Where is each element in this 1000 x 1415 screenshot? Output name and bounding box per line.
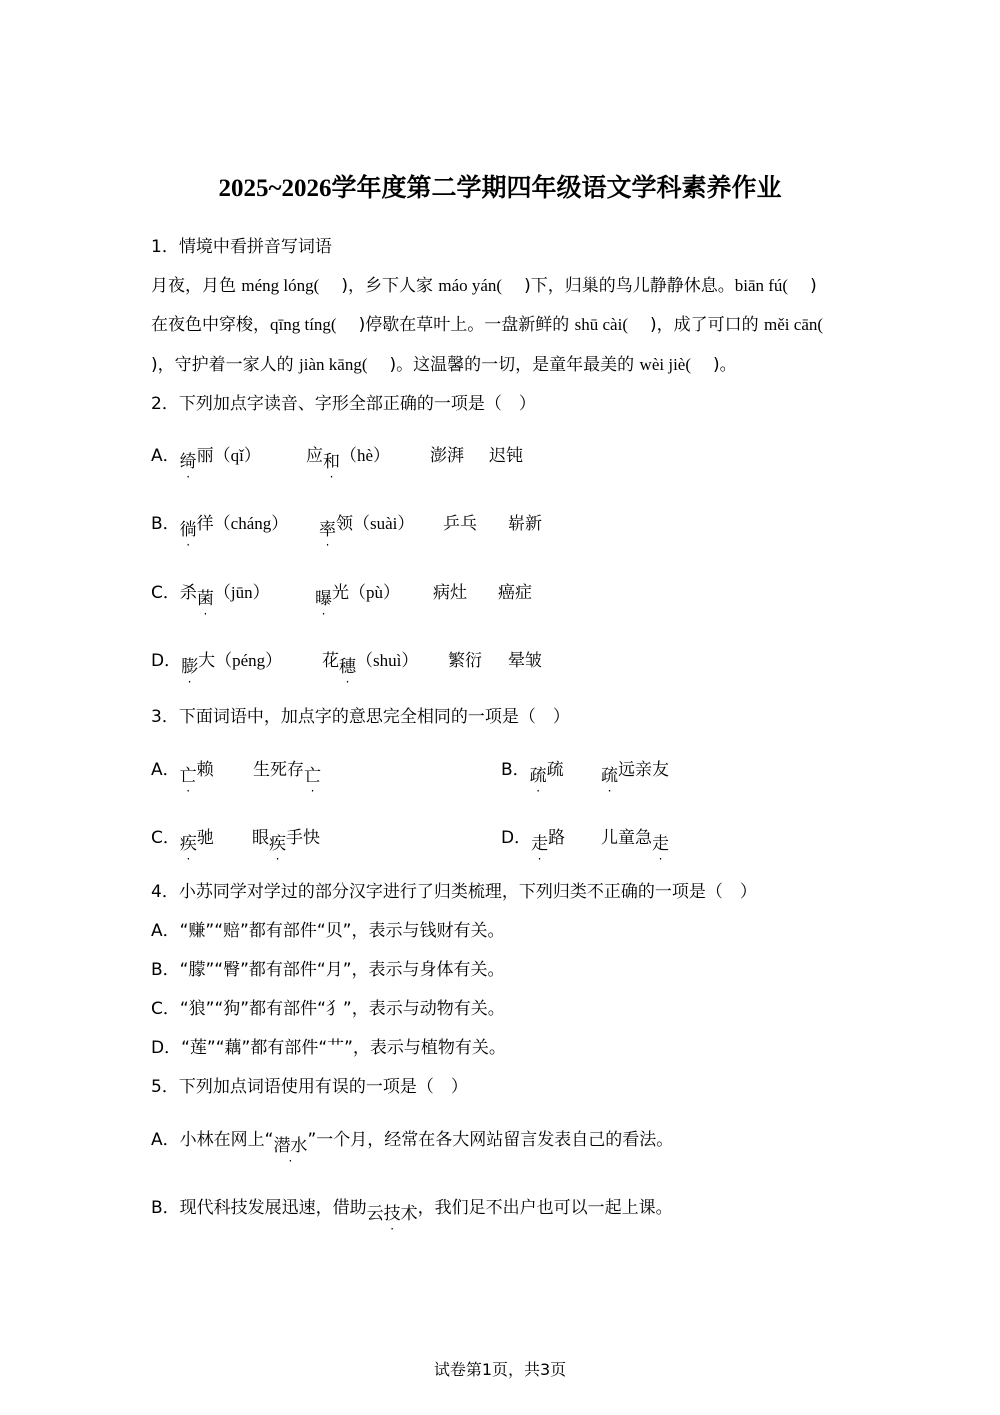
q2-option-c-word3: 病灶 xyxy=(433,583,467,603)
q1-line-1: 月夜，月色 méng lóng( )，乡下人家 máo yán( )下，归巢的鸟儿静静休息。biān fú( ) xyxy=(151,276,817,296)
q3-stem: 3．下面词语中，加点字的意思完全相同的一项是（ ） xyxy=(151,707,570,727)
q5-option-b: B．现代科技发展迅速，借助云技术，我们足不出户也可以一起上课。 xyxy=(151,1198,673,1224)
q5-option-a: A．小林在网上“潜水”一个月，经常在各大网站留言发表自己的看法。 xyxy=(151,1130,674,1156)
q3-option-a-word2: 生死存亡 xyxy=(253,760,321,786)
q2-option-d-word4: 晕皱 xyxy=(508,651,542,671)
q3-option-c: C．疾驰 xyxy=(151,828,214,854)
q3-option-b: B．疏疏 xyxy=(501,760,564,786)
q3-option-c-word2: 眼疾手快 xyxy=(252,828,320,854)
q2-option-b-word2: 率领（suài） xyxy=(319,514,415,540)
q2-option-a-word2: 应和（hè） xyxy=(306,446,391,472)
q2-stem: 2．下列加点字读音、字形全部正确的一项是（ ） xyxy=(151,394,536,414)
q2-option-d-word2: 花穗（shuì） xyxy=(322,651,419,677)
q2-option-c-word4: 癌症 xyxy=(498,583,532,603)
q4-option-a: A．“赚”“赔”都有部件“贝”，表示与钱财有关。 xyxy=(151,921,505,941)
q2-option-c: C．杀菌（jūn） xyxy=(151,583,270,609)
q2-option-d: D．膨大（péng） xyxy=(151,651,283,677)
q2-option-b: B．徜徉（cháng） xyxy=(151,514,289,540)
q2-option-c-word2: 曝光（pù） xyxy=(315,583,400,609)
q2-option-b-word4: 崭新 xyxy=(508,514,542,534)
q4-stem: 4．小苏同学对学过的部分汉字进行了归类梳理，下列归类不正确的一项是（ ） xyxy=(151,882,757,902)
q2-option-a-word4: 迟钝 xyxy=(489,446,523,466)
q3-option-d-word2: 儿童急走 xyxy=(601,828,669,854)
q3-option-b-word2: 疏远亲友 xyxy=(601,760,669,786)
q2-option-b-word3: 乒乓 xyxy=(443,514,477,534)
q2-option-a: A．绮丽（qǐ） xyxy=(151,446,261,472)
page-title: 2025~2026学年度第二学期四年级语文学科素养作业 xyxy=(218,175,782,202)
q5-stem: 5．下列加点词语使用有误的一项是（ ） xyxy=(151,1077,468,1097)
q2-option-a-word3: 澎湃 xyxy=(430,446,464,466)
q4-option-b: B．“朦”“臀”都有部件“月”，表示与身体有关。 xyxy=(151,960,505,980)
q4-option-d: D．“莲”“藕”都有部件“艹”，表示与植物有关。 xyxy=(151,1038,506,1058)
page-footer: 试卷第1页，共3页 xyxy=(433,1360,567,1379)
q3-option-a: A．亡赖 xyxy=(151,760,214,786)
q2-option-d-word3: 繁衍 xyxy=(448,651,482,671)
q1-line-3: )，守护着一家人的 jiàn kāng( )。这温馨的一切，是童年最美的 wèi jiè( )。 xyxy=(151,355,737,375)
q4-option-c: C．“狼”“狗”都有部件“犭”，表示与动物有关。 xyxy=(151,999,505,1019)
q3-option-d: D．走路 xyxy=(501,828,566,854)
q1-stem: 1．情境中看拼音写词语 xyxy=(151,237,332,257)
q1-line-2: 在夜色中穿梭，qīng tíng( )停歇在草叶上。一盘新鲜的 shū cài( )，成了可口的 měi cān( xyxy=(151,315,824,335)
